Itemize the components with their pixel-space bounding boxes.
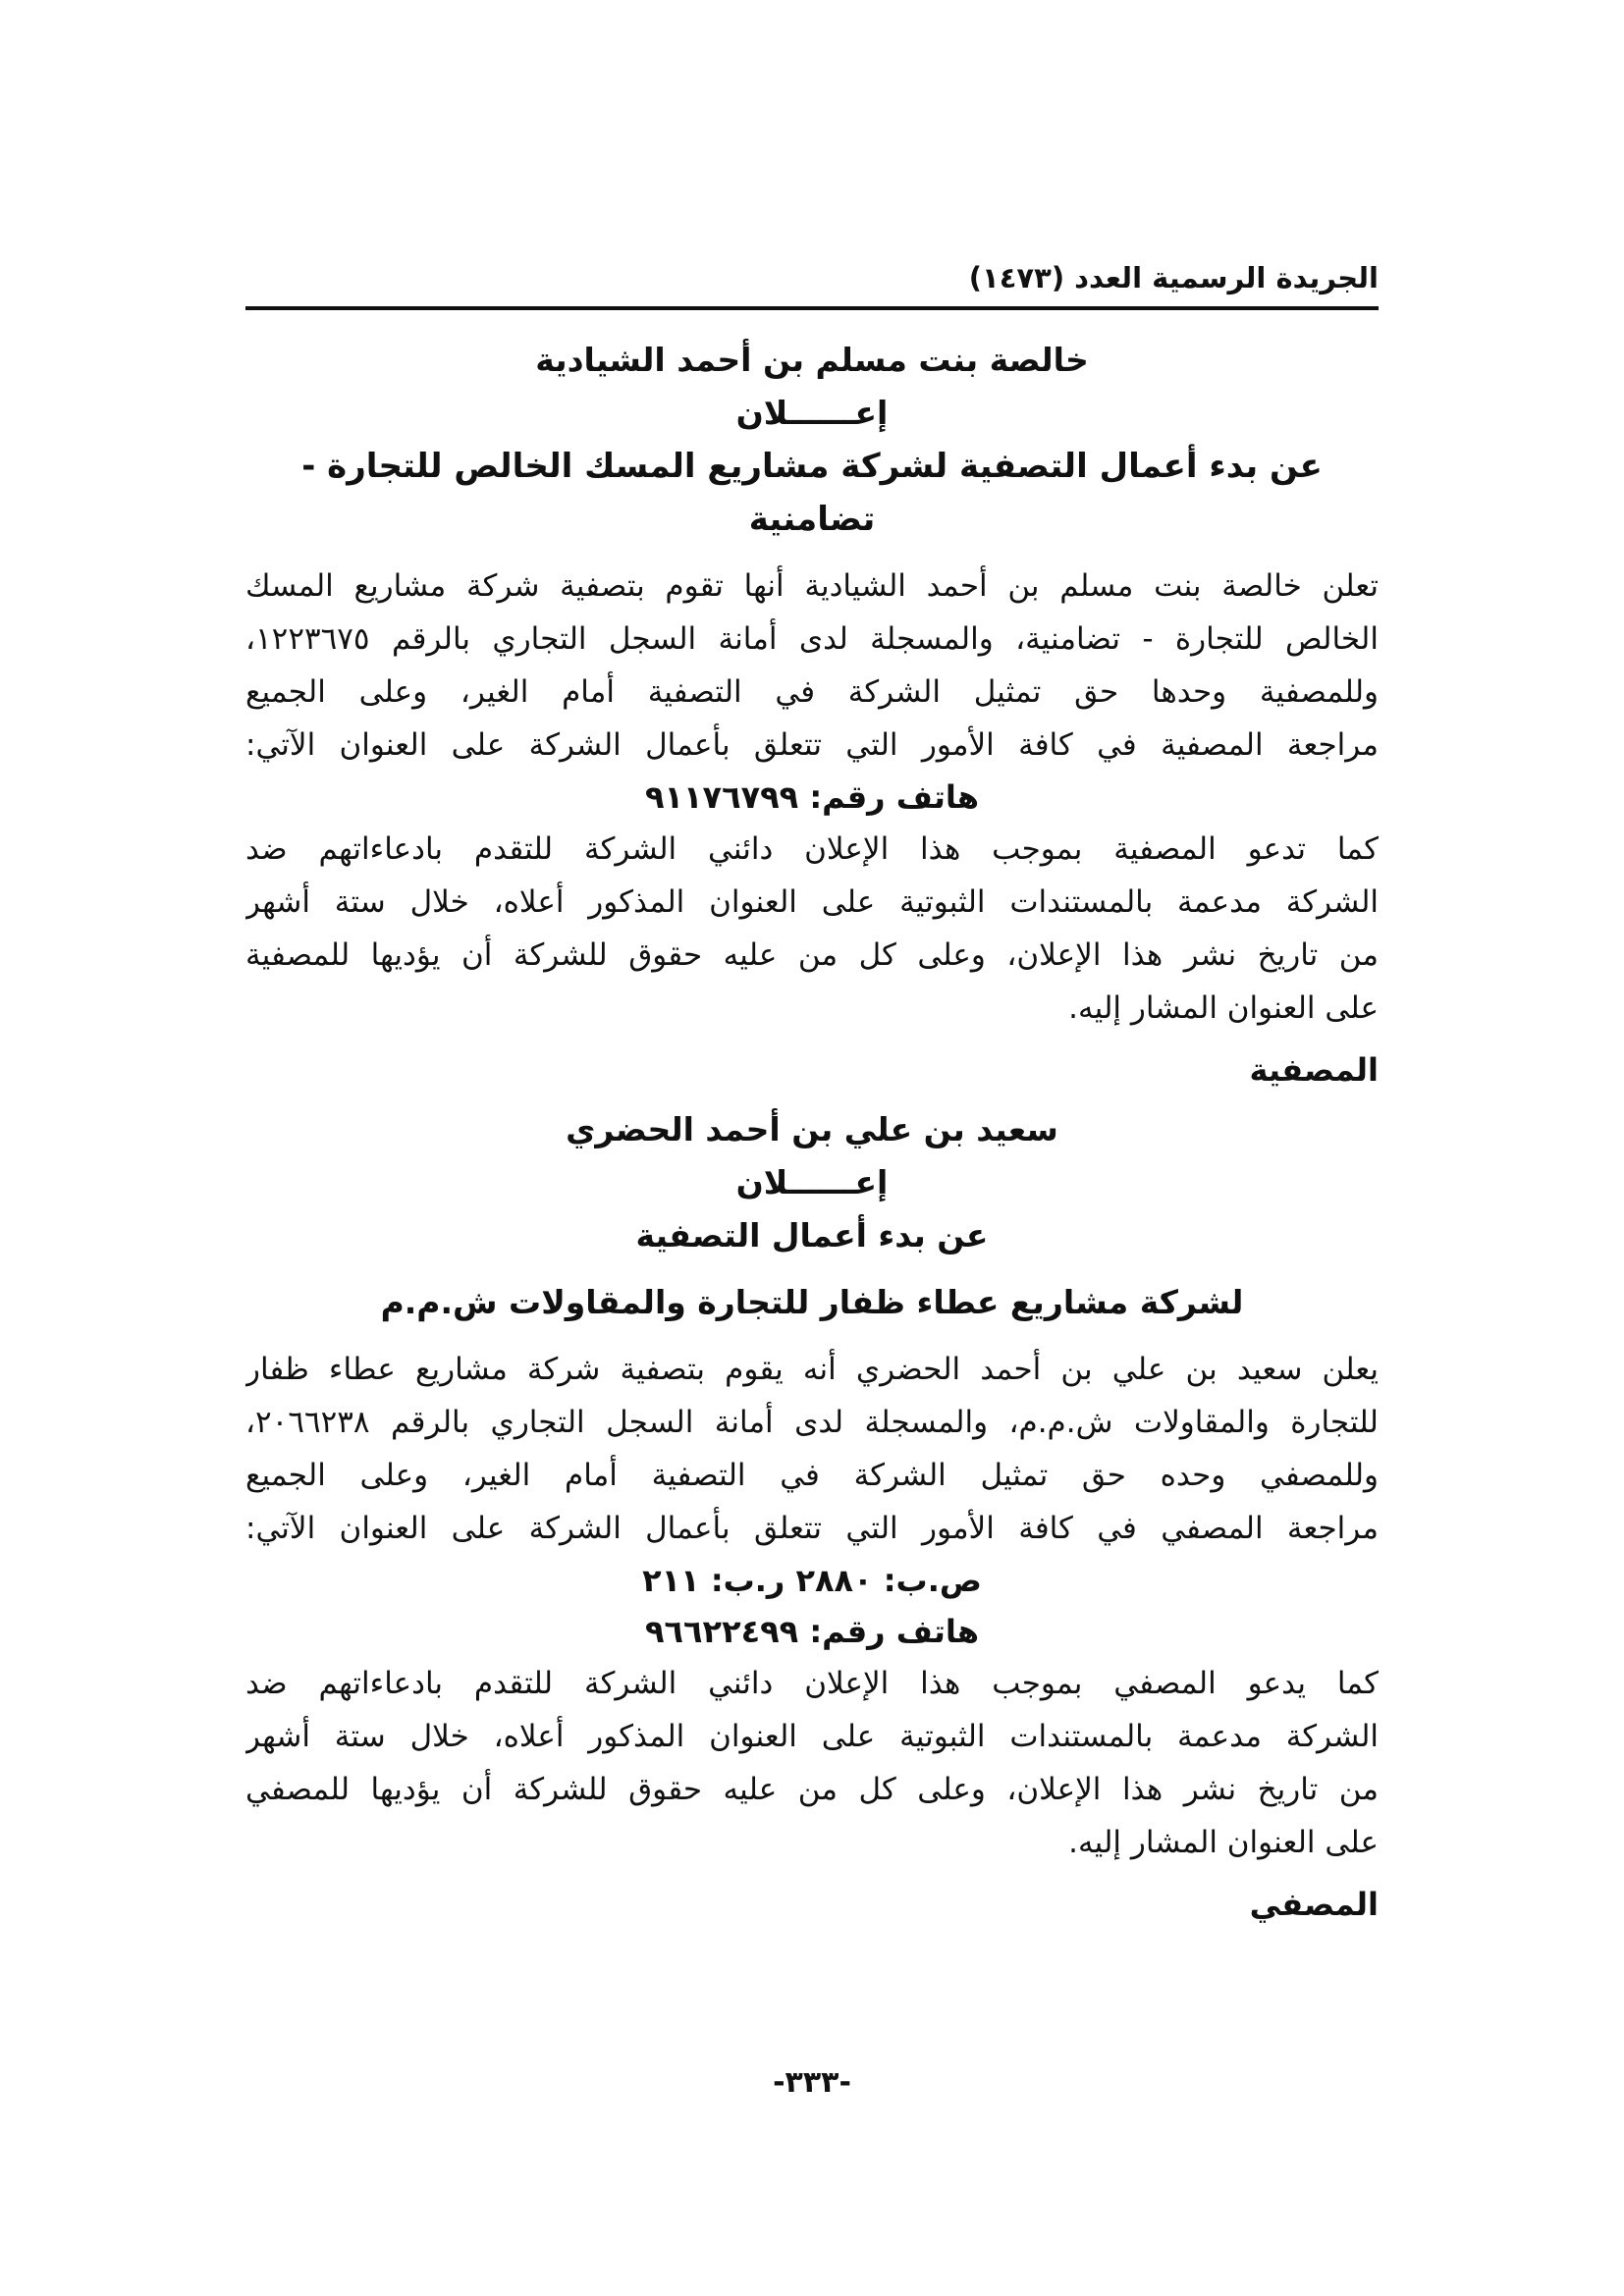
paragraph-line: على العنوان المشار إليه.	[1068, 990, 1379, 1026]
notice-2-paragraph-1	[245, 1343, 1379, 1555]
paragraph-line: الشركة مدعمة بالمستندات الثبوتية على العنوان المذكور أعلاه، خلال ستة أشهر	[245, 884, 1379, 920]
paragraph-line: على العنوان المشار إليه.	[1068, 1825, 1379, 1860]
paragraph-line: وللمصفية وحدها حق تمثيل الشركة في التصفية أمام الغير، وعلى الجميع	[245, 674, 1379, 710]
notice-1	[245, 334, 1379, 1099]
notice-2-subject: عن بدء أعمال التصفية	[635, 1216, 989, 1255]
paragraph-line: كما تدعو المصفية بموجب هذا الإعلان دائني الشركة للتقدم بادعاءاتهم ضد	[245, 831, 1379, 867]
notice-2-paragraph-2	[245, 1657, 1379, 1869]
notice-1-signature: المصفية	[1249, 1051, 1379, 1089]
notice-1-subject: عن بدء أعمال التصفية لشركة مشاريع المسك الخالص للتجارة - تضامنية	[301, 447, 1323, 539]
notice-1-phone: هاتف رقم: ٩١١٧٦٧٩٩	[644, 778, 980, 816]
notice-2-company: لشركة مشاريع عطاء ظفار للتجارة والمقاولات ش.م.م	[380, 1283, 1244, 1321]
notice-2	[245, 1103, 1379, 1934]
paragraph-line: مراجعة المصفية في كافة الأمور التي تتعلق بأعمال الشركة على العنوان الآتي:	[245, 727, 1379, 763]
page-number: -٣٣٣-	[773, 2065, 851, 2100]
paragraph-line: مراجعة المصفي في كافة الأمور التي تتعلق بأعمال الشركة على العنوان الآتي:	[245, 1511, 1379, 1546]
notice-1-label: إعــــــلان	[735, 394, 889, 432]
page-header	[245, 253, 1379, 302]
page-content	[245, 322, 1379, 1934]
paragraph-line: للتجارة والمقاولات ش.م.م، والمسجلة لدى أمانة السجل التجاري بالرقم ٢٠٦٦٢٣٨،	[245, 1405, 1379, 1440]
notice-2-name: سعيد بن علي بن أحمد الحضري	[566, 1110, 1058, 1148]
notice-1-name: خالصة بنت مسلم بن أحمد الشيادية	[535, 341, 1089, 379]
paragraph-line: الخالص للتجارة - تضامنية، والمسجلة لدى أمانة السجل التجاري بالرقم ١٢٢٣٦٧٥،	[245, 621, 1379, 657]
paragraph-line: من تاريخ نشر هذا الإعلان، وعلى كل من عليه حقوق للشركة أن يؤديها للمصفية	[245, 937, 1379, 973]
notice-2-po-box: ص.ب: ٢٨٨٠ ر.ب: ٢١١	[642, 1562, 982, 1599]
paragraph-line: وللمصفي وحده حق تمثيل الشركة في التصفية أمام الغير، وعلى الجميع	[245, 1458, 1379, 1493]
notice-1-paragraph-1	[245, 560, 1379, 772]
paragraph-line: يعلن سعيد بن علي بن أحمد الحضري أنه يقوم بتصفية شركة مشاريع عطاء ظفار	[245, 1352, 1379, 1387]
paragraph-line: كما يدعو المصفي بموجب هذا الإعلان دائني الشركة للتقدم بادعاءاتهم ضد	[245, 1666, 1379, 1701]
paragraph-line: من تاريخ نشر هذا الإعلان، وعلى كل من عليه حقوق للشركة أن يؤديها للمصفي	[245, 1772, 1379, 1807]
notice-2-label: إعــــــلان	[735, 1163, 889, 1201]
paragraph-line: الشركة مدعمة بالمستندات الثبوتية على العنوان المذكور أعلاه، خلال ستة أشهر	[245, 1719, 1379, 1754]
notice-2-phone: هاتف رقم: ٩٦٦٢٢٤٩٩	[644, 1613, 980, 1650]
header-rule	[245, 306, 1379, 310]
paragraph-line: تعلن خالصة بنت مسلم بن أحمد الشيادية أنها تقوم بتصفية شركة مشاريع المسك	[245, 568, 1379, 604]
notice-1-paragraph-2	[245, 823, 1379, 1035]
notice-2-signature: المصفي	[1249, 1886, 1379, 1923]
journal-title: الجريدة الرسمية العدد (١٤٧٣)	[968, 261, 1379, 294]
